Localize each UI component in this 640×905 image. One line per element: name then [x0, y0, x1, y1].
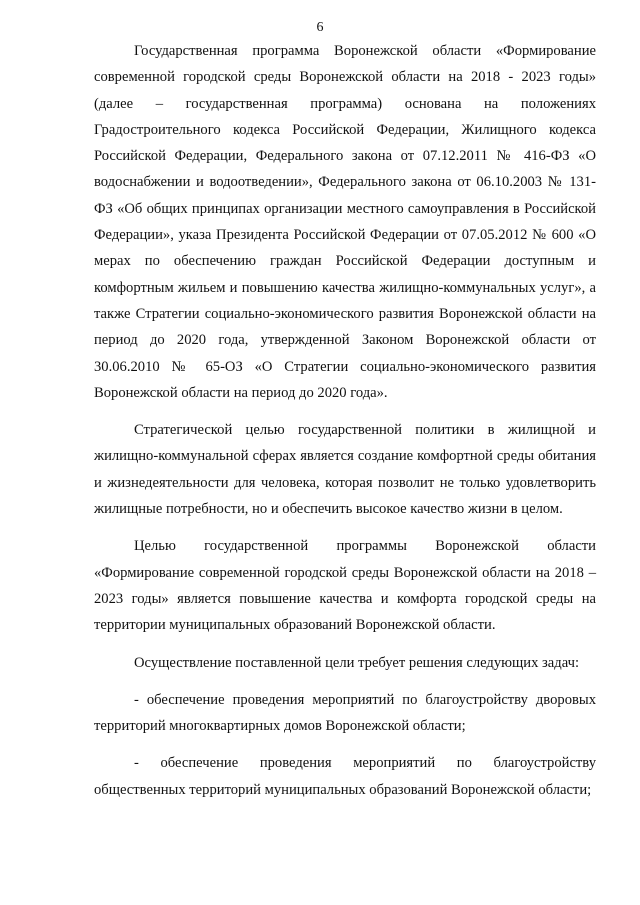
paragraph-tasks-intro: Осуществление поставленной цели требует решения следующих задач: [134, 654, 579, 671]
document-body [94, 38, 596, 814]
paragraph-strategic-goal: Стратегической целью государственной политики в жилищной и жилищно-коммунальной сферах является создание комфортной среды обитания и жизнедеятельности для человека, которая позволит не только удовлетворить жилищные потребности, но и обеспечить высокое качество жизни в целом. [94, 422, 596, 518]
paragraph-task-courtyards: - обеспечение проведения мероприятий по благоустройству дворовых территорий многоквартирных домов Воронежской области; [94, 691, 596, 735]
paragraph-program-goal: Целью государственной программы Воронежской области «Формирование современной городской среды Воронежской области на 2018 – 2023 годы» является повышение качества и комфорта городской среды на территории муниципальных образований Воронежской области. [94, 538, 596, 634]
paragraph-task-public-areas: - обеспечение проведения мероприятий по благоустройству общественных территорий муниципальных образований Воронежской области; [94, 755, 596, 798]
paragraph-program-basis: Государственная программа Воронежской области «Формирование современной городской среды Воронежской области на 2018 - 2023 годы» (далее – государственная программа) основана на положениях Градостроительного кодекса Российской Федерации, Жилищного кодекса Российской Федерации, Федерального закона от 07.12.2011 № 416-ФЗ «О водоснабжении и водоотведении», Федерального закона от 06.10.2003 № 131-ФЗ «Об общих принципах организации местного самоуправления в Российской Федерации», указа Президента Российской Федерации от 07.05.2012 № 600 «О мерах по обеспечению граждан Российской Федерации доступным и комфортным жильем и повышению качества жилищно-коммунальных услуг», а также Стратегии социально-экономического развития Воронежской области на период до 2020 года, утвержденной Законом Воронежской области от 30.06.2010 № 65-ОЗ «О Стратегии социально-экономического развития Воронежской области на период до 2020 года». [94, 43, 596, 401]
page-number: 6 [316, 20, 324, 35]
